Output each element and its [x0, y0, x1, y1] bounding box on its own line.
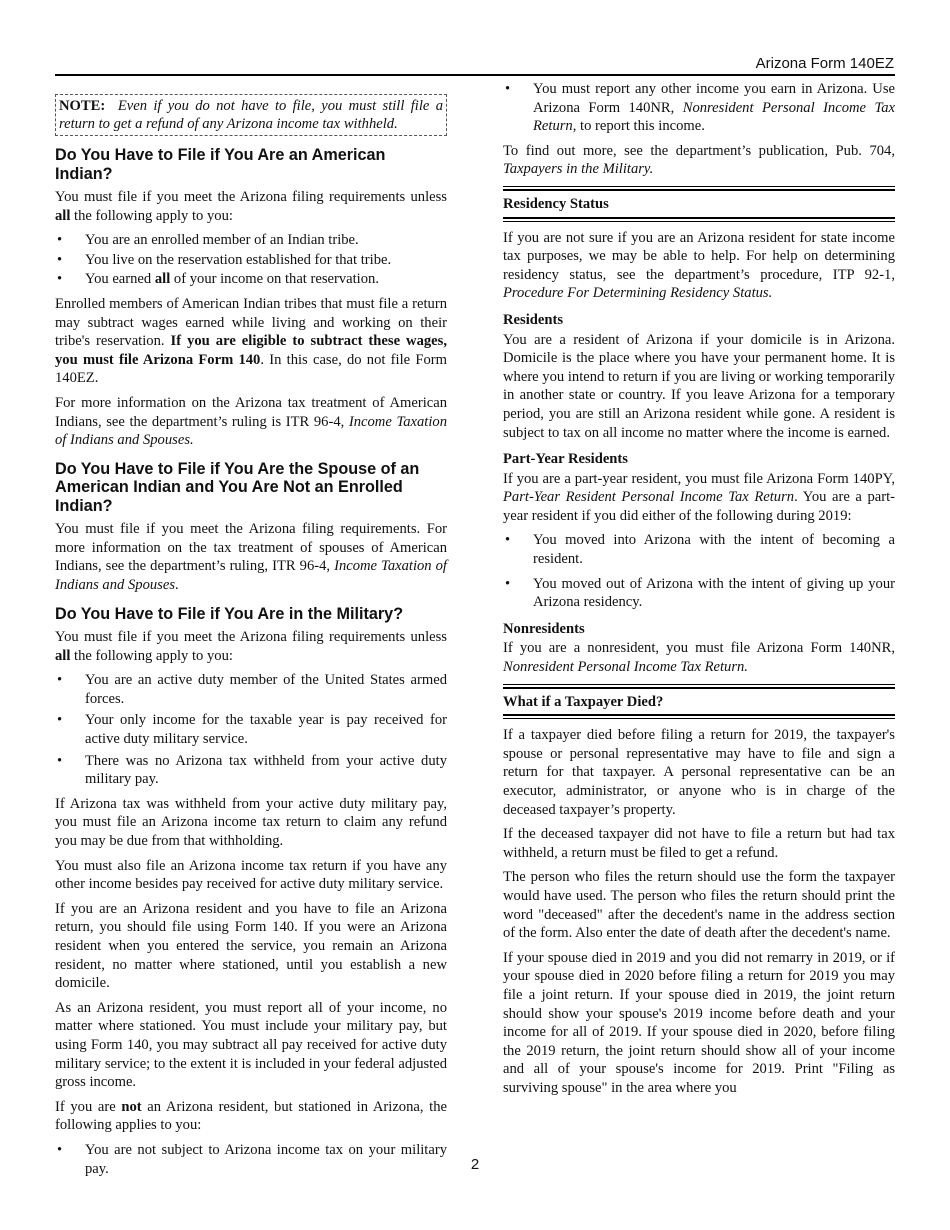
spouse-heading: Do You Have to File if You Are the Spouse of an American Indian and You Are Not an Enrolled Indian?: [55, 459, 420, 515]
residency-paragraph: If you are not sure if you are an Arizona resident for state income tax purposes, we may be able to help. For help on determining residency status, see the department’s procedure, ITP 92-1, Procedure For Determining Residency Status.: [503, 229, 895, 302]
list-item: • You are an active duty member of the United States armed forces.: [55, 671, 447, 708]
residents-heading: Residents: [503, 311, 563, 328]
taxpayer-died-title: What if a Taxpayer Died?: [503, 687, 895, 717]
military-paragraph: If Arizona tax was withheld from your active duty military pay, you must file an Arizona income tax return to claim any refund you may be due from that withholding.: [55, 795, 447, 850]
military-heading: Do You Have to File if You Are in the Military?: [55, 604, 404, 623]
pub-704-paragraph: To find out more, see the department’s publication, Pub. 704, Taxpayers in the Military.: [503, 142, 895, 178]
military-intro: You must file if you meet the Arizona filing requirements unless all the following apply to you:: [55, 629, 447, 664]
american-indian-heading: Do You Have to File if You Are an American Indian?: [55, 146, 386, 183]
note-label: NOTE:: [59, 98, 106, 114]
taxpayer-died-paragraph: If the deceased taxpayer did not have to file a return but had tax withheld, a return must be filed to get a refund.: [503, 826, 895, 861]
spouse-paragraph: You must file if you meet the Arizona filing requirements. For more information on the tax treatment of spouses of American Indians, see the department’s ruling, ITR 96-4, Income Taxation of Indians and Spouses.: [55, 521, 447, 593]
list-item: • You must report any other income you earn in Arizona. Use Arizona Form 140NR, Nonresident Personal Income Tax Return, to report this income.: [503, 80, 895, 136]
header-rule: [55, 74, 895, 76]
military-list: [55, 671, 447, 789]
list-item: • You earned all of your income on that reservation.: [55, 270, 447, 289]
residency-status-title: Residency Status: [503, 189, 895, 219]
list-item: • There was no Arizona tax withheld from your active duty military pay.: [55, 752, 447, 789]
note-box: [55, 94, 447, 136]
military-paragraph: As an Arizona resident, you must report all of your income, no matter where stationed. You must include your military pay, but using Form 140, you may subtract all pay received for active duty military service; to the extent it is included in your federal adjusted gross income.: [55, 999, 447, 1091]
part-year-paragraph: If you are a part-year resident, you must file Arizona Form 140PY, Part-Year Resident Personal Income Tax Return. You are a part-year resident if you did either of the following during 2019:: [503, 470, 895, 524]
list-item: • Your only income for the taxable year is pay received for active duty military service.: [55, 711, 447, 748]
nonresidents-paragraph: If you are a nonresident, you must file Arizona Form 140NR, Nonresident Personal Income Tax Return.: [503, 640, 895, 676]
part-year-heading: Part-Year Residents: [503, 451, 628, 468]
american-indian-intro: You must file if you meet the Arizona filing requirements unless all the following apply to you:: [55, 189, 447, 224]
part-year-list: [503, 531, 895, 611]
military-continued-list: [503, 80, 895, 136]
note-text: Even if you do not have to file, you must still file a return to get a refund of any Arizona income tax withheld.: [59, 98, 444, 132]
american-indian-paragraph: Enrolled members of American Indian tribes that must file a return may subtract wages earned while living and working on their tribe's reservation. If you are eligible to subtract these wages, you must file Arizona Form 140. In this case, do not file Form 140EZ.: [55, 295, 447, 387]
list-item: • You moved out of Arizona with the intent of giving up your Arizona residency.: [503, 575, 895, 612]
taxpayer-died-paragraph: If a taxpayer died before filing a return for 2019, the taxpayer's spouse or personal representative may have to file and sign a return for that taxpayer. A personal representative can be an executor, administrator, or anyone who is in charge of the deceased taxpayer’s property.: [503, 727, 895, 818]
list-item: • You moved into Arizona with the intent of becoming a resident.: [503, 531, 895, 568]
list-item: • You are an enrolled member of an Indian tribe.: [55, 231, 447, 250]
residents-paragraph: You are a resident of Arizona if your domicile is in Arizona. Domicile is the place where you have your permanent home. It is where you intend to return if you are living or working temporarily in another state or country. If you leave Arizona for a temporary period, you are still an Arizona resident while gone. A resident is subject to tax on all income no matter where the income is earned.: [503, 331, 895, 441]
taxpayer-died-paragraph: The person who files the return should use the form the taxpayer would have used. The person who files the return should print the word "deceased" after the decedent's name in the address section of the form. Also enter the date of death after the decedent's name.: [503, 869, 895, 942]
military-paragraph: If you are an Arizona resident and you have to file an Arizona return, you should file using Form 140. If you were an Arizona resident when you entered the service, you remain an Arizona resident, no matter where stationed, until you establish a new domicile.: [55, 900, 447, 992]
military-paragraph: You must also file an Arizona income tax return if you have any other income besides pay received for active duty military service.: [55, 857, 447, 893]
page-number: 2: [470, 1156, 480, 1173]
taxpayer-died-paragraph: If your spouse died in 2019 and you did not remarry in 2019, or if your spouse died in 2020 before filing a return for 2019 you may file a joint return. If your spouse died in 2019, the joint return should show your spouse's 2019 income before death and your income for all of 2019. If your spouse died in 2020, before filing the 2019 return, the joint return should show all of your income and all of your spouse's income for 2019. Print "Filing as surviving spouse" in the area where you: [503, 949, 895, 1096]
american-indian-ruling: For more information on the Arizona tax treatment of American Indians, see the department’s ruling is ITR 96-4, Income Taxation of Indians and Spouses.: [55, 394, 447, 449]
military-paragraph: If you are not an Arizona resident, but stationed in Arizona, the following applies to you:: [55, 1098, 447, 1134]
american-indian-list: [55, 231, 447, 289]
left-column: [55, 88, 447, 1184]
nonresidents-heading: Nonresidents: [503, 620, 585, 637]
list-item: • You live on the reservation established for that tribe.: [55, 251, 447, 270]
list-item: • You are not subject to Arizona income tax on your military pay.: [55, 1141, 447, 1178]
right-column: [503, 80, 895, 1104]
form-name: Arizona Form 140EZ: [755, 55, 894, 72]
